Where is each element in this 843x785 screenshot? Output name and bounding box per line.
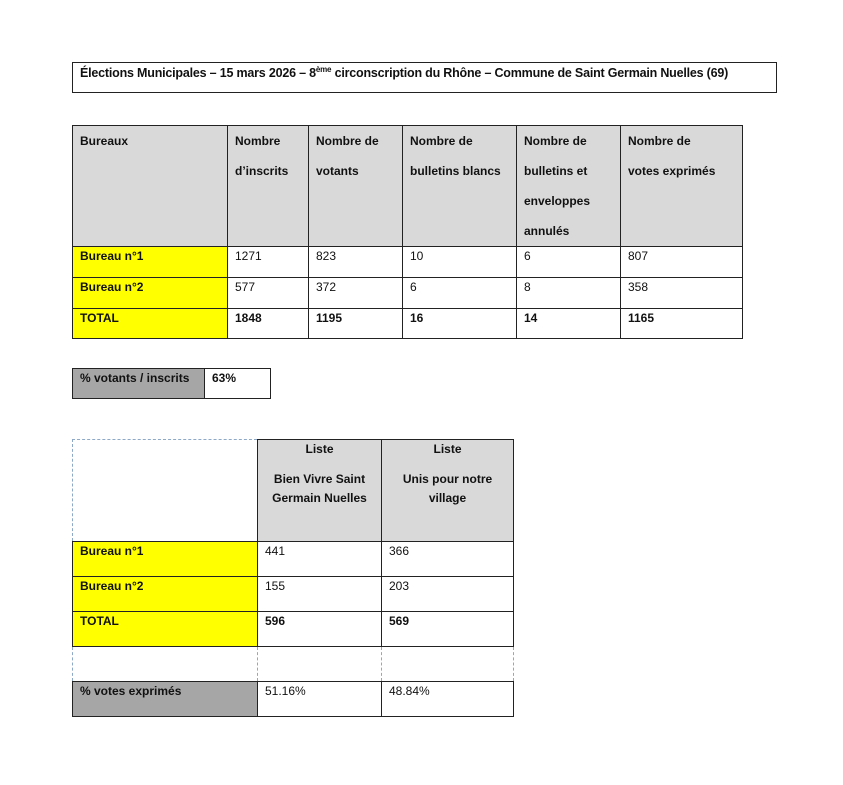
cell-list-1: 441 <box>258 542 382 577</box>
title-suffix: circonscription du Rhône – Commune de Saint Germain Nuelles (69) <box>331 66 729 80</box>
cell-blancs: 10 <box>403 247 517 278</box>
spacer-cell <box>258 647 382 682</box>
header-list-bien-vivre: Liste Bien Vivre Saint Germain Nuelles <box>258 440 382 542</box>
header-bureaux: Bureaux <box>73 126 228 247</box>
cell-list-1: 155 <box>258 577 382 612</box>
header-votants: Nombre de votants <box>309 126 403 247</box>
row-label: Bureau n°2 <box>73 577 258 612</box>
title-prefix: Élections Municipales – 15 mars 2026 – 8 <box>80 66 316 80</box>
table-row <box>73 542 514 577</box>
header-inscrits: Nombre d’inscrits <box>228 126 309 247</box>
total-row <box>73 309 743 339</box>
table-row <box>73 577 514 612</box>
percent-label: % votes exprimés <box>73 682 258 717</box>
cell-blancs: 6 <box>403 278 517 309</box>
spacer-cell <box>382 647 514 682</box>
cell-inscrits: 577 <box>228 278 309 309</box>
document-title <box>80 66 728 80</box>
header-annules: Nombre de bulletins et enveloppes annulés <box>517 126 621 247</box>
percent-row <box>73 682 514 717</box>
cell-inscrits: 1271 <box>228 247 309 278</box>
cell-annules: 14 <box>517 309 621 339</box>
cell-exprimes: 1165 <box>621 309 743 339</box>
cell-exprimes: 358 <box>621 278 743 309</box>
cell-list-2: 203 <box>382 577 514 612</box>
row-label: Bureau n°1 <box>73 542 258 577</box>
turnout-value: 63% <box>205 369 271 399</box>
table-row <box>73 278 743 309</box>
row-label: Bureau n°1 <box>73 247 228 278</box>
header-empty <box>73 440 258 542</box>
total-row <box>73 612 514 647</box>
cell-list-2: 569 <box>382 612 514 647</box>
header-blancs: Nombre de bulletins blancs <box>403 126 517 247</box>
row-label: Bureau n°2 <box>73 278 228 309</box>
document-title-box <box>72 62 777 93</box>
spacer-cell <box>73 647 258 682</box>
header-row <box>73 126 743 247</box>
cell-annules: 6 <box>517 247 621 278</box>
cell-list-1: 596 <box>258 612 382 647</box>
cell-blancs: 16 <box>403 309 517 339</box>
turnout-table <box>72 368 271 399</box>
cell-votants: 823 <box>309 247 403 278</box>
header-row <box>73 440 514 542</box>
results-by-bureau-table <box>72 125 743 339</box>
cell-votants: 1195 <box>309 309 403 339</box>
header-exprimes: Nombre de votes exprimés <box>621 126 743 247</box>
row-label: TOTAL <box>73 612 258 647</box>
spacer-row <box>73 647 514 682</box>
header-list-unis: Liste Unis pour notre village <box>382 440 514 542</box>
cell-inscrits: 1848 <box>228 309 309 339</box>
percent-list-2: 48.84% <box>382 682 514 717</box>
row-label: TOTAL <box>73 309 228 339</box>
cell-votants: 372 <box>309 278 403 309</box>
percent-list-1: 51.16% <box>258 682 382 717</box>
table-row <box>73 247 743 278</box>
turnout-row <box>73 369 271 399</box>
title-superscript: ème <box>315 65 332 74</box>
cell-exprimes: 807 <box>621 247 743 278</box>
turnout-label: % votants / inscrits <box>73 369 205 399</box>
results-by-list-table <box>72 439 514 717</box>
cell-annules: 8 <box>517 278 621 309</box>
cell-list-2: 366 <box>382 542 514 577</box>
